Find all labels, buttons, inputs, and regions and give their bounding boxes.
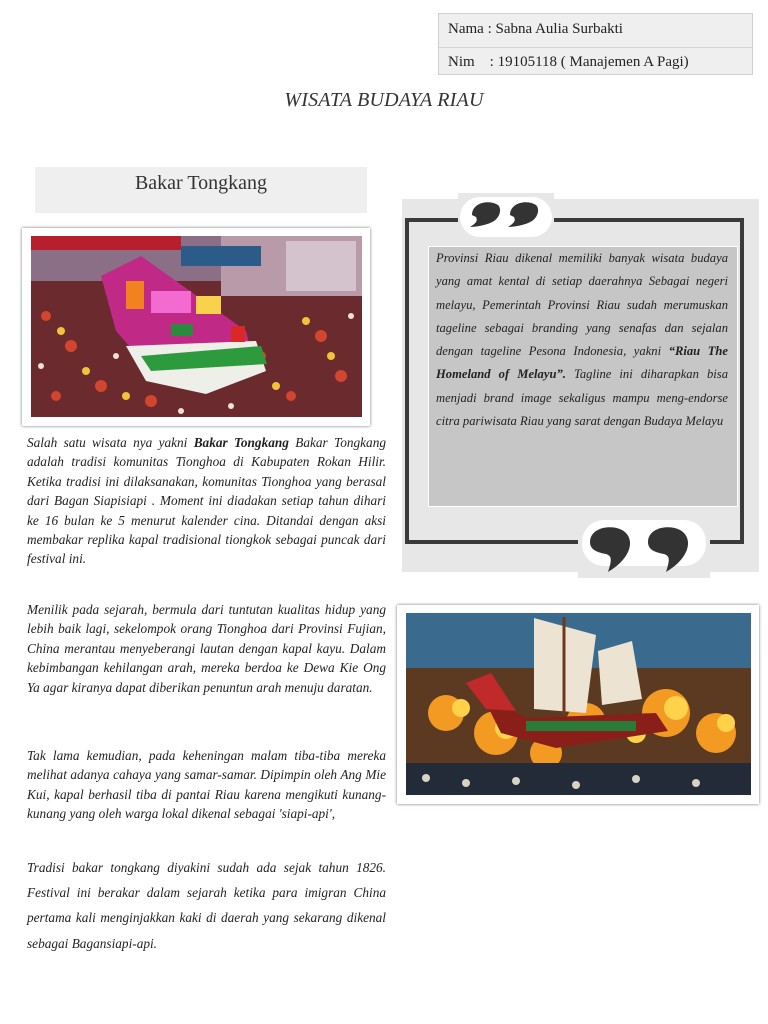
section-heading: Bakar Tongkang [134,172,268,194]
article-paragraph-4: Tradisi bakar tongkang diyakini sudah ada sejak tahun 1826. Festival ini berakar dalam sejarah ketika para imigran China pertama kali menginjakkan kaki di daerah yang sekarang dikenal sebagai Bagansiapi-api. [27,860,386,951]
p1-bold-term: Bakar Tongkang [193,435,289,450]
quote-tagline: “Riau The Homeland of Melayu”. [436,344,729,382]
info-divider [439,47,752,48]
close-quote-icon [578,518,710,578]
quote-text [436,247,728,433]
open-quote-icon [458,193,554,241]
quote-body: Tagline ini diharapkan bisa menjadi brand image sekaligus mampu meng-endorse citra pariwisata Riau yang sarat dengan Budaya Melayu [436,367,728,429]
student-name: Nama : Sabna Aulia Surbakti [448,21,623,37]
page-title: WISATA BUDAYA RIAU [284,89,484,111]
p1-body: Bakar Tongkang adalah tradisi komunitas Tionghoa di Kabupaten Rokan Hilir. Ketika tradisi ini dilaksanakan, komunitas Tionghoa yang berasal dari Bagan Siapisiapi . Moment ini diadakan setiap tahun dihari ke 16 bulan ke 5 menurut kalender cina. Ditandai dengan aksi membakar replika kapal tradisional tiongkok sebagai puncak dari festival ini. [27,435,386,567]
section-heading-box [35,167,367,213]
festival-boat-photo [22,228,370,426]
festival-boat-crowd-photo-icon [31,236,362,417]
article-paragraph-2: Menilik pada sejarah, bermula dari tuntutan kualitas hidup yang lebih baik lagi, sekelompok orang Tionghoa dari Provinsi Fujian, China merantau menyeberangi lautan dengan kapal kayu. Dalam kebimbangan kehilangan arah, mereka berdoa ke Dewa Kie Ong Ya agar kiranya dapat diberikan penuntun arah menuju daratan. [27,602,386,695]
student-info-box [438,13,753,75]
article-paragraph-3: Tak lama kemudian, pada keheningan malam tiba-tiba mereka melihat adanya cahaya yang samar-samar. Dipimpin oleh Ang Mie Kui, kapal berhasil tiba di pantai Riau karena mengikuti kunang-kunang yang oleh warga lokal dikenal sebagai 'siapi-api', [27,748,386,822]
p1-intro: Salah satu wisata nya yakni [27,435,194,450]
burning-ship-photo-icon [406,613,751,795]
article-paragraph-1 [27,433,386,569]
student-nim: Nim : 19105118 ( Manajemen A Pagi) [448,54,689,70]
burning-ship-photo [397,605,759,804]
quote-intro: Provinsi Riau dikenal memiliki banyak wisata budaya yang amat kental di setiap daerahnya Sebagai negeri melayu, Pemerintah Provinsi Riau sudah merumuskan tageline sebagai branding yang senafas dan sejalan dengan tageline Pesona Indonesia, yakni [436,251,728,359]
